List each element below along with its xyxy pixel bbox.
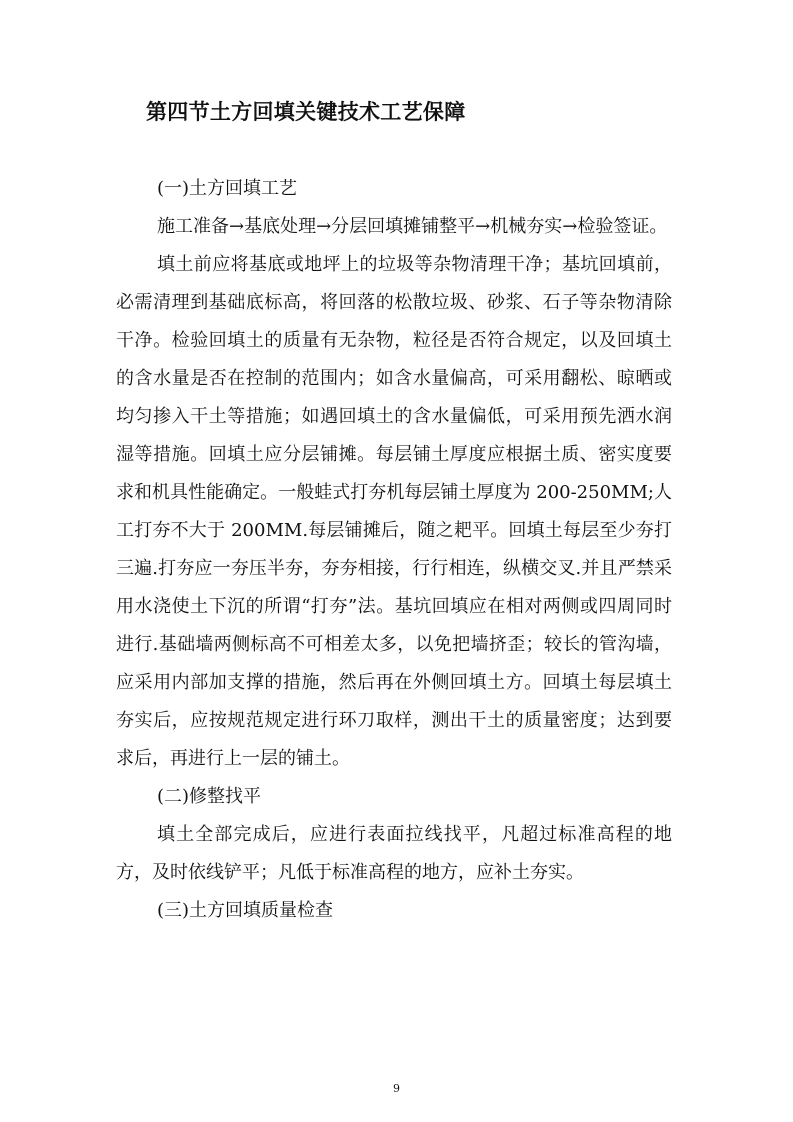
page-number: 9	[393, 1082, 400, 1095]
heading-leveling: (二)修整找平	[157, 786, 262, 807]
document-body	[116, 96, 672, 930]
paragraph-process-flow: 施工准备→基底处理→分层回填摊铺整平→机械夯实→检验签证。	[157, 216, 668, 237]
paragraph-leveling: 填土全部完成后，应进行表面拉线找平，凡超过标准高程的地方，及时依线铲平；凡低于标准高程的地方，应补土夯实。	[116, 824, 672, 883]
heading-backfill-process: (一)土方回填工艺	[157, 178, 298, 199]
heading-quality-check: (三)土方回填质量检查	[157, 900, 334, 921]
paragraph-backfill-details: 填土前应将基底或地坪上的垃圾等杂物清理干净；基坑回填前，必需清理到基础底标高，将回落的松散垃圾、砂浆、石子等杂物清除干净。检验回填土的质量有无杂物，粒径是否符合规定，以及回填土的含水量是否在控制的范围内；如含水量偏高，可采用翻松、晾晒或均匀掺入干土等措施；如遇回填土的含水量偏低，可采用预先洒水润湿等措施。回填土应分层铺摊。每层铺土厚度应根据土质、密实度要求和机具性能确定。一般蛙式打夯机每层铺土厚度为 200-250MM;人工打夯不大于 200MM.每层铺摊后，随之耙平。回填土每层至少夯打三遍.打夯应一夯压半夯，夯夯相接，行行相连，纵横交叉.并且严禁采用水浇使土下沉的所谓“打夯”法。基坑回填应在相对两侧或四周同时进行.基础墙两侧标高不可相差太多，以免把墙挤歪；较长的管沟墙，应采用内部加支撑的措施，然后再在外侧回填土方。回填土每层填土夯实后，应按规范规定进行环刀取样，测出干土的质量密度；达到要求后，再进行上一层的铺土。	[116, 254, 672, 769]
section-title: 第四节土方回填关键技术工艺保障	[146, 100, 466, 124]
title-spacer	[116, 128, 672, 170]
